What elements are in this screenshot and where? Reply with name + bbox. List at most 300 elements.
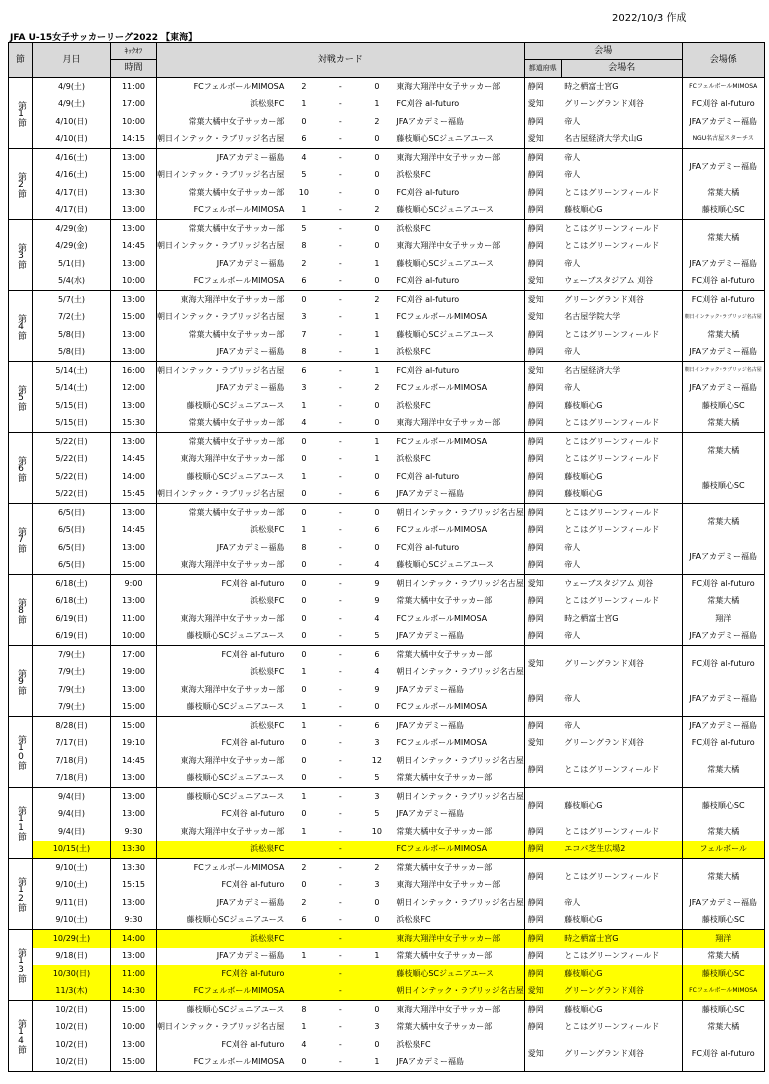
home-score: 1 [301,1022,307,1032]
venue-name: グリーングランド刈谷 [561,1036,682,1072]
home-score: 1 [287,788,320,806]
venue-prefecture: 静岡 [524,717,561,735]
score-dash: - [338,170,342,180]
venue-prefecture: 静岡 [524,593,561,611]
venue-official: 翔洋 [682,610,764,628]
venue-name: 帝人 [561,344,682,362]
home-team: 東海大翔洋中女子サッカー部 [157,557,288,575]
away-score [360,930,393,948]
venue-name: とこはグリーンフィールド [561,504,682,522]
match-row [9,788,765,806]
away-team: 藤枝順心SCジュニアユース [393,557,524,575]
venue-official: 常葉大橘 [682,948,764,966]
home-score [287,983,320,1001]
away-team: JFAアカデミー福島 [393,1054,524,1072]
home-score: 0 [301,613,307,623]
home-score: 1 [301,471,307,481]
away-team: FC刈谷 al-futuro [396,542,460,552]
score-dash: - [338,809,342,819]
venue-name: 名古屋学院大学 [564,312,621,322]
away-score: 0 [374,187,380,197]
away-team: 常葉大橘中女子サッカー部 [393,859,524,877]
match-row [9,1019,765,1037]
match-date: 7/9(土) [33,681,111,699]
venue-official: NGU名古屋スターチス [682,131,764,149]
home-team: 東海大翔洋中女子サッカー部 [157,610,288,628]
section-label: 第3節 [9,220,33,291]
away-team: 朝日インテック・ラブリッジ名古屋 [393,788,524,806]
away-team: FCフェルボールMIMOSA [393,841,524,859]
venue-prefecture: 静岡 [524,397,561,415]
home-score: 2 [301,258,307,268]
kickoff-time: 13:00 [111,806,157,824]
away-score: 5 [360,628,393,646]
match-row [9,930,765,948]
home-team: FCフェルボールMIMOSA [157,1054,288,1072]
venue-name: 藤枝順心G [561,788,682,824]
score-dash: - [320,717,360,735]
venue-prefecture: 静岡 [524,681,561,717]
header-match: 対戦カード [157,43,525,78]
venue-name: 帝人 [564,258,581,268]
home-team: FCフェルボールMIMOSA [157,202,288,220]
venue-prefecture: 愛知 [524,983,561,1001]
match-row [9,167,765,185]
home-score: 0 [301,755,307,765]
header-prefecture: 都道府県 [524,60,561,78]
venue-name: グリーングランド刈谷 [561,291,682,309]
home-score: 8 [301,241,307,251]
away-team: 東海大翔洋中女子サッカー部 [393,930,524,948]
home-score: 6 [287,362,320,380]
match-date: 4/16(土) [33,149,111,167]
away-score: 0 [360,131,393,149]
kickoff-time: 13:00 [111,397,157,415]
venue-official: JFAアカデミー福島 [682,717,764,735]
home-score: 4 [287,415,320,433]
kickoff-time: 15:45 [111,486,157,504]
venue-name: とこはグリーンフィールド [561,220,682,238]
match-date: 6/18(土) [33,593,111,611]
venue-official: FC刈谷 al-futuro [682,735,764,753]
venue-official: 藤枝順心SC [682,468,764,504]
score-dash: - [320,504,360,522]
score-dash: - [320,859,360,877]
header-venue: 会場 [524,43,682,60]
kickoff-time: 14:00 [111,930,157,948]
score-dash: - [338,383,342,393]
match-date: 5/22(日) [33,486,111,504]
away-score: 1 [360,362,393,380]
venue-prefecture: 静岡 [524,167,561,185]
score-dash: - [338,471,342,481]
home-team: 朝日インテック・ラブリッジ名古屋 [157,1019,288,1037]
score-dash: - [338,542,342,552]
kickoff-time: 12:00 [111,380,157,398]
match-row [9,752,765,770]
home-team: 浜松泉FC [157,841,288,859]
home-score: 1 [301,951,307,961]
home-score [287,930,320,948]
kickoff-time: 13:30 [111,841,157,859]
home-score: 6 [287,273,320,291]
away-team: FCフェルボールMIMOSA [393,699,524,717]
score-dash: - [338,667,342,677]
home-team: FC刈谷 al-futuro [157,877,288,895]
match-row [9,823,765,841]
away-score: 2 [360,202,393,220]
away-score: 5 [374,809,380,819]
score-dash: - [338,241,342,251]
kickoff-time: 14:45 [111,451,157,469]
home-score: 0 [287,575,320,593]
away-team: JFAアカデミー福島 [396,684,464,694]
home-score: 2 [287,78,320,96]
score-dash: - [338,454,342,464]
home-team: 浜松泉FC [157,664,288,682]
match-date: 6/5(日) [33,522,111,540]
home-score: 1 [287,202,320,220]
match-date: 7/18(月) [33,770,111,788]
away-team: 浜松泉FC [393,912,524,930]
match-row [9,504,765,522]
match-row [9,131,765,149]
venue-name: 帝人 [564,897,581,907]
match-date: 5/8(日) [33,326,111,344]
venue-official: JFAアカデミー福島 [682,255,764,273]
match-row [9,344,765,362]
venue-name: 名古屋経済大学 [561,362,682,380]
venue-official: FC刈谷 al-futuro [682,96,764,114]
home-team: 朝日インテック・ラブリッジ名古屋 [157,131,288,149]
away-score: 3 [374,1022,380,1032]
match-row [9,78,765,96]
away-score: 2 [360,291,393,309]
venue-official: 常葉大橘 [682,859,764,895]
score-dash: - [320,841,360,859]
home-team: 藤枝順心SCジュニアユース [157,468,288,486]
venue-official: 藤枝順心SC [682,788,764,824]
section-label: 第10節 [9,717,33,788]
venue-official: 常葉大橘 [682,1019,764,1037]
match-row [9,610,765,628]
match-date: 4/9(土) [33,78,111,96]
score-dash: - [320,699,360,717]
away-team: 常葉大橘中女子サッカー部 [396,1022,493,1032]
match-row [9,1036,765,1054]
match-row [9,1001,765,1019]
match-date: 4/29(金) [33,220,111,238]
venue-prefecture: 静岡 [524,557,561,575]
score-dash: - [320,220,360,238]
home-score: 2 [301,897,307,907]
away-score: 9 [374,684,380,694]
venue-name: とこはグリーンフィールド [564,329,660,339]
home-score: 0 [301,880,307,890]
venue-prefecture: 静岡 [524,255,561,273]
match-row [9,522,765,540]
home-score: 1 [301,826,307,836]
home-team: 朝日インテック・ラブリッジ名古屋 [157,167,288,185]
home-team: 浜松泉FC [157,930,288,948]
away-score: 3 [374,880,380,890]
match-row [9,557,765,575]
away-team: JFAアカデミー福島 [393,717,524,735]
away-score: 1 [360,433,393,451]
match-date: 6/19(日) [33,628,111,646]
home-team: 藤枝順心SCジュニアユース [157,788,288,806]
away-score: 6 [360,486,393,504]
score-dash: - [338,951,342,961]
away-score: 0 [374,400,380,410]
match-date: 7/9(土) [33,699,111,717]
away-score: 0 [360,912,393,930]
section-label: 第12節 [9,859,33,930]
home-score: 0 [301,116,307,126]
header-official: 会場係 [682,43,764,78]
home-team: 東海大翔洋中女子サッカー部 [157,752,288,770]
match-date: 6/5(日) [33,539,111,557]
match-row [9,628,765,646]
away-score: 0 [360,699,393,717]
venue-name: 時之栖富士宮G [564,613,619,623]
away-team: 朝日インテック・ラブリッジ名古屋 [393,983,524,1001]
home-score [287,965,320,983]
venue-official: JFAアカデミー福島 [682,344,764,362]
section-label: 第4節 [9,291,33,362]
venue-name: とこはグリーンフィールド [561,415,682,433]
match-row [9,380,765,398]
match-date: 6/19(日) [33,610,111,628]
kickoff-time: 13:00 [111,788,157,806]
match-date: 10/2(日) [33,1019,111,1037]
venue-official: 常葉大橘 [682,504,764,540]
away-team: 朝日インテック・ラブリッジ名古屋 [393,575,524,593]
away-team: 東海大翔洋中女子サッカー部 [393,415,524,433]
match-date: 11/3(木) [33,983,111,1001]
kickoff-time: 17:00 [111,96,157,114]
score-dash: - [320,983,360,1001]
kickoff-time: 19:00 [111,664,157,682]
venue-prefecture: 静岡 [524,451,561,469]
kickoff-time: 15:15 [111,877,157,895]
away-score: 2 [374,116,380,126]
away-score: 0 [360,504,393,522]
match-date: 9/4(日) [33,823,111,841]
home-team: 朝日インテック・ラブリッジ名古屋 [157,486,288,504]
away-score [360,965,393,983]
venue-official: FC刈谷 al-futuro [682,646,764,682]
home-team: 藤枝順心SCジュニアユース [157,770,288,788]
match-date: 5/22(日) [33,468,111,486]
away-score: 1 [374,258,380,268]
page-title: JFA U-15女子サッカーリーグ2022 【東海】 [10,33,198,43]
kickoff-time: 14:45 [111,238,157,256]
venue-name: 名古屋経済大学犬山G [561,131,682,149]
match-date: 9/10(土) [33,877,111,895]
kickoff-time: 13:00 [111,1036,157,1054]
venue-prefecture: 静岡 [524,184,561,202]
venue-prefecture: 静岡 [524,486,561,504]
home-score: 8 [287,344,320,362]
away-team: 浜松泉FC [393,220,524,238]
home-score: 4 [287,149,320,167]
section-label: 第13節 [9,930,33,1001]
match-row [9,948,765,966]
match-date: 9/18(日) [33,948,111,966]
venue-official: 藤枝順心SC [682,965,764,983]
away-score [360,841,393,859]
kickoff-time: 11:00 [111,78,157,96]
kickoff-time: 13:00 [111,504,157,522]
kickoff-time: 13:00 [111,948,157,966]
match-row [9,238,765,256]
away-score: 1 [360,344,393,362]
section-label: 第11節 [9,788,33,859]
match-date: 6/5(日) [33,557,111,575]
match-row [9,397,765,415]
match-date: 9/11(日) [33,894,111,912]
home-team: JFAアカデミー福島 [157,539,288,557]
venue-name: とこはグリーンフィールド [564,241,660,251]
match-row [9,681,765,699]
header-kickoff: ｷｯｸｵﾌ [111,43,157,60]
away-team: FCフェルボールMIMOSA [396,738,488,748]
away-team: 朝日インテック・ラブリッジ名古屋 [393,504,524,522]
venue-prefecture: 愛知 [524,131,561,149]
venue-prefecture: 愛知 [524,646,561,682]
home-score: 0 [287,291,320,309]
away-score: 0 [374,542,380,552]
kickoff-time: 15:30 [111,415,157,433]
match-date: 10/2(日) [33,1054,111,1072]
home-team: 浜松泉FC [157,96,288,114]
home-score: 1 [301,525,307,535]
away-score [360,983,393,1001]
home-score [287,841,320,859]
kickoff-time: 13:30 [111,859,157,877]
away-score: 1 [374,329,380,339]
venue-name: グリーングランド刈谷 [564,99,644,109]
home-team: 東海大翔洋中女子サッカー部 [157,823,288,841]
section-label: 第2節 [9,149,33,220]
kickoff-time: 13:00 [111,593,157,611]
venue-prefecture: 静岡 [524,433,561,451]
away-score: 0 [374,170,380,180]
created-date: 2022/10/3 作成 [612,13,687,24]
home-score: 0 [287,628,320,646]
venue-official: 常葉大橘 [682,184,764,202]
home-score: 4 [301,1039,307,1049]
match-row [9,486,765,504]
section-label: 第5節 [9,362,33,433]
venue-name: 藤枝順心G [561,202,682,220]
home-team: FCフェルボールMIMOSA [157,78,288,96]
kickoff-time: 13:30 [111,184,157,202]
away-score: 3 [374,738,380,748]
home-team: JFAアカデミー福島 [157,344,288,362]
venue-name: とこはグリーンフィールド [564,525,660,535]
home-team: FC刈谷 al-futuro [157,965,288,983]
venue-prefecture: 静岡 [524,344,561,362]
section-label: 第7節 [9,504,33,575]
away-team: FC刈谷 al-futuro [396,187,460,197]
match-row [9,912,765,930]
home-team: JFAアカデミー福島 [157,380,288,398]
score-dash: - [320,770,360,788]
venue-official: JFAアカデミー福島 [682,628,764,646]
score-dash: - [338,312,342,322]
away-score: 0 [360,149,393,167]
home-score: 5 [287,220,320,238]
match-date: 4/10(日) [33,131,111,149]
kickoff-time: 13:00 [111,433,157,451]
score-dash: - [320,362,360,380]
kickoff-time: 13:00 [111,202,157,220]
match-date: 7/18(月) [33,752,111,770]
away-team: 東海大翔洋中女子サッカー部 [393,78,524,96]
score-dash: - [338,187,342,197]
venue-official: 常葉大橘 [682,752,764,788]
home-team: 浜松泉FC [157,522,288,540]
away-team: FC刈谷 al-futuro [393,362,524,380]
away-team: 東海大翔洋中女子サッカー部 [393,1001,524,1019]
away-team: FC刈谷 al-futuro [393,273,524,291]
venue-official: フェルボール [682,841,764,859]
venue-name: グリーングランド刈谷 [561,983,682,1001]
away-team: JFAアカデミー福島 [393,486,524,504]
venue-name: 帝人 [564,383,581,393]
home-team: 浜松泉FC [157,593,288,611]
away-team: 浜松泉FC [396,1039,431,1049]
score-dash: - [338,755,342,765]
venue-official: 朝日インテック･ラブリッジ名古屋 [682,309,764,327]
kickoff-time: 13:00 [111,291,157,309]
kickoff-time: 13:00 [111,149,157,167]
away-score: 1 [374,951,380,961]
venue-prefecture: 静岡 [524,113,561,131]
venue-prefecture: 静岡 [524,930,561,948]
match-date: 4/9(土) [33,96,111,114]
match-row [9,291,765,309]
score-dash: - [320,78,360,96]
kickoff-time: 14:00 [111,468,157,486]
home-score: 0 [301,809,307,819]
kickoff-time: 13:00 [111,255,157,273]
score-dash: - [320,433,360,451]
venue-name: 帝人 [561,628,682,646]
match-date: 5/15(日) [33,397,111,415]
home-score: 2 [287,859,320,877]
match-row [9,451,765,469]
venue-official: 藤枝順心SC [682,912,764,930]
home-team: FC刈谷 al-futuro [157,806,288,824]
away-score: 6 [360,717,393,735]
home-team: 常葉大橘中女子サッカー部 [157,433,288,451]
kickoff-time: 16:00 [111,362,157,380]
away-score: 12 [371,755,382,765]
away-team: FC刈谷 al-futuro [393,291,524,309]
away-team: 浜松泉FC [393,344,524,362]
kickoff-time: 19:10 [111,735,157,753]
home-team: JFAアカデミー福島 [157,948,288,966]
match-row [9,593,765,611]
away-score: 9 [374,596,380,606]
home-score: 1 [301,400,307,410]
match-date: 4/17(日) [33,184,111,202]
home-team: FCフェルボールMIMOSA [157,273,288,291]
match-date: 10/29(土) [33,930,111,948]
